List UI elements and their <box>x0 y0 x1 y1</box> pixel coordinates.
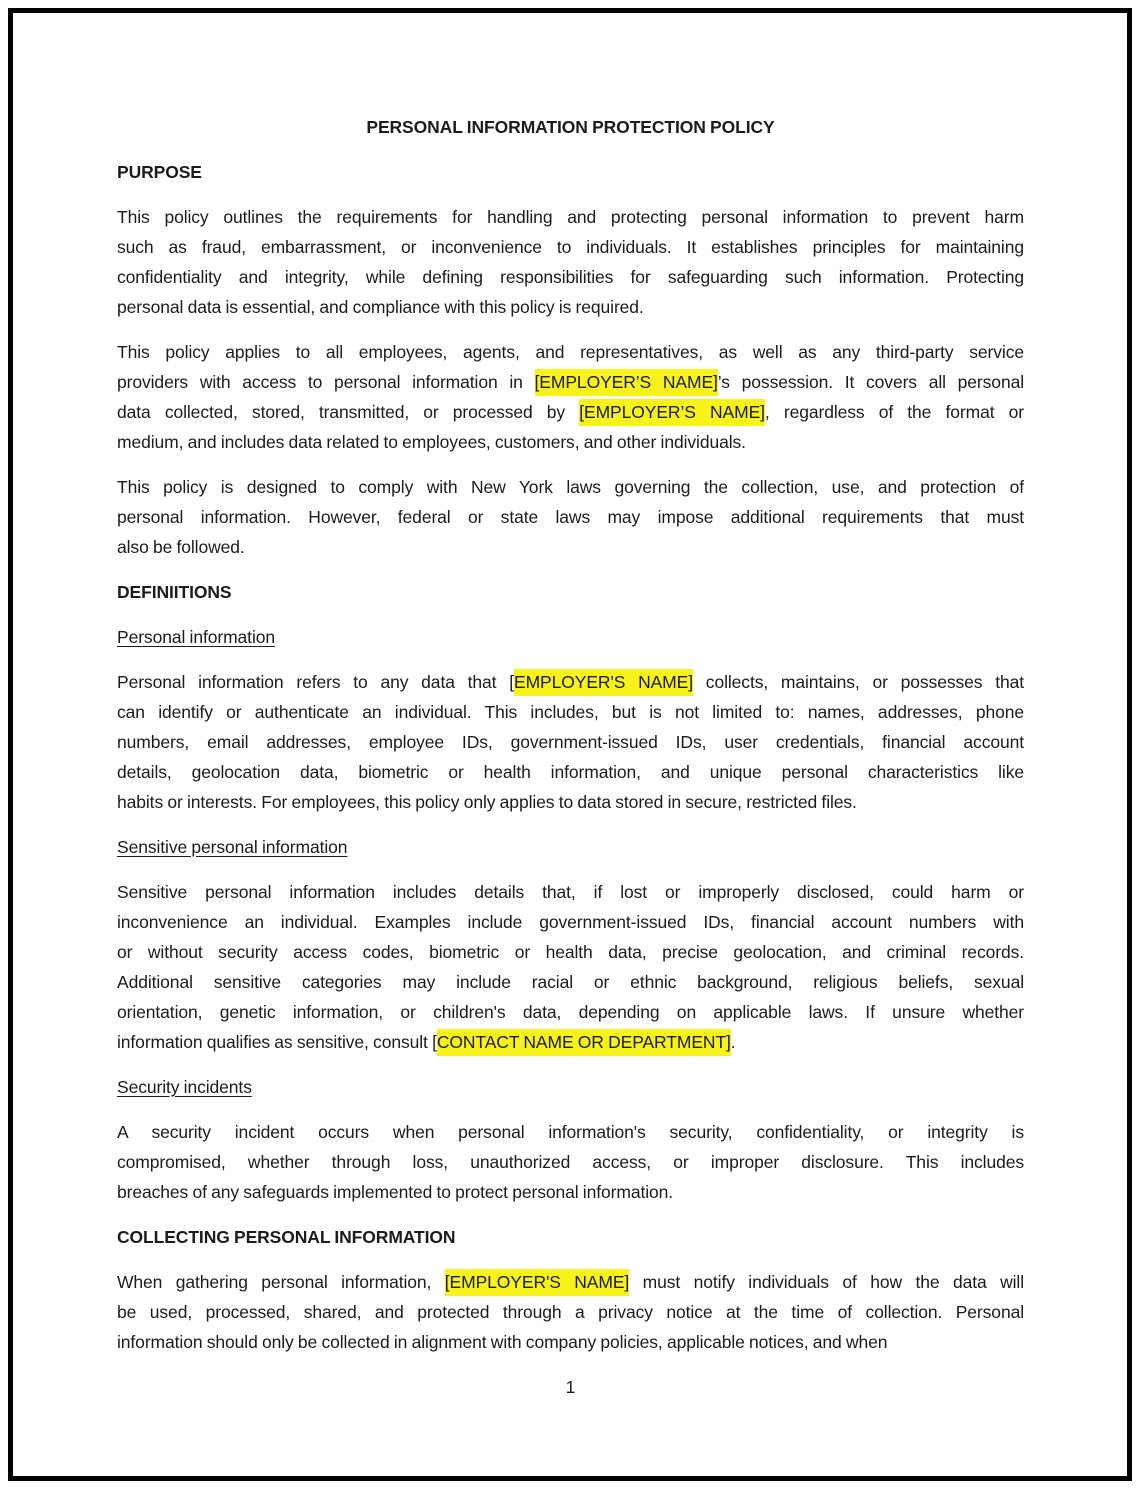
text-line: personal information. However, federal or state laws may impose additional requirements that must <box>117 507 1024 527</box>
text-line: Personal information refers to any data that [EMPLOYER'S NAME] collects, maintains, or possesses that <box>117 667 1024 697</box>
text-line: information qualifies as sensitive, consult [CONTACT NAME OR DEPARTMENT]. <box>117 1027 1024 1057</box>
text-line: breaches of any safeguards implemented to protect personal information. <box>117 1182 674 1202</box>
paragraph <box>117 1267 1024 1357</box>
section-heading: COLLECTING PERSONAL INFORMATION <box>117 1227 456 1247</box>
text-line: This policy outlines the requirements for handling and protecting personal information to prevent harm <box>117 207 1024 227</box>
paragraph <box>117 877 1024 1057</box>
highlight-placeholder: [EMPLOYER’S NAME] <box>579 399 765 426</box>
text-line: A security incident occurs when personal information's security, confidentiality, or integrity is <box>117 1122 1024 1142</box>
text-line: confidentiality and integrity, while defining responsibilities for safeguarding such information. Protecting <box>117 267 1024 287</box>
page-number: 1 <box>565 1377 576 1397</box>
text-line: personal data is essential, and compliance with this policy is required. <box>117 297 644 317</box>
text-line: This policy is designed to comply with New York laws governing the collection, use, and protection of <box>117 477 1024 497</box>
paragraph <box>117 667 1024 817</box>
text-line: be used, processed, shared, and protected through a privacy notice at the time of collection. Personal <box>117 1302 1024 1322</box>
text-line: compromised, whether through loss, unauthorized access, or improper disclosure. This includes <box>117 1152 1024 1172</box>
highlight-placeholder: CONTACT NAME OR DEPARTMENT] <box>437 1029 731 1056</box>
text-line: providers with access to personal information in [EMPLOYER’S NAME]’s possession. It covers all personal <box>117 367 1024 397</box>
paragraph <box>117 202 1024 322</box>
text-line: habits or interests. For employees, this policy only applies to data stored in secure, restricted files. <box>117 792 857 812</box>
text-line: When gathering personal information, [EMPLOYER'S NAME] must notify individuals of how the data will <box>117 1267 1024 1297</box>
text-line: Sensitive personal information includes details that, if lost or improperly disclosed, could harm or <box>117 882 1024 902</box>
paragraph <box>117 337 1024 457</box>
highlight-placeholder: EMPLOYER'S NAME] <box>514 669 693 696</box>
text-line: orientation, genetic information, or children's data, depending on applicable laws. If unsure whether <box>117 1002 1024 1022</box>
text-line: This policy applies to all employees, agents, and representatives, as well as any third-party service <box>117 342 1024 362</box>
highlight-placeholder: [EMPLOYER'S NAME] <box>445 1269 629 1296</box>
text-line: such as fraud, embarrassment, or inconvenience to individuals. It establishes principles for maintaining <box>117 237 1024 257</box>
text-line: Additional sensitive categories may include racial or ethnic background, religious beliefs, sexual <box>117 972 1024 992</box>
doc-title: PERSONAL INFORMATION PROTECTION POLICY <box>366 117 775 137</box>
text-line: data collected, stored, transmitted, or processed by [EMPLOYER’S NAME], regardless of the format or <box>117 397 1024 427</box>
text-line: numbers, email addresses, employee IDs, government-issued IDs, user credentials, financial account <box>117 732 1024 752</box>
text-line: inconvenience an individual. Examples include government-issued IDs, financial account numbers with <box>117 912 1024 932</box>
paragraph <box>117 1117 1024 1207</box>
paragraph <box>117 472 1024 562</box>
sub-heading: Sensitive personal information <box>117 837 348 857</box>
text-line: or without security access codes, biometric or health data, precise geolocation, and criminal records. <box>117 942 1024 962</box>
section-heading: DEFINIITIONS <box>117 582 232 602</box>
sub-heading: Security incidents <box>117 1077 252 1097</box>
highlight-placeholder: [EMPLOYER’S NAME] <box>535 369 718 396</box>
text-line: medium, and includes data related to employees, customers, and other individuals. <box>117 432 746 452</box>
text-line: information should only be collected in alignment with company policies, applicable notices, and when <box>117 1332 888 1352</box>
document-body <box>117 112 1024 1402</box>
text-line: details, geolocation data, biometric or health information, and unique personal characteristics like <box>117 762 1024 782</box>
text-line: also be followed. <box>117 537 245 557</box>
sub-heading: Personal information <box>117 627 275 647</box>
section-heading: PURPOSE <box>117 162 202 182</box>
text-line: can identify or authenticate an individual. This includes, but is not limited to: names, addresses, phone <box>117 702 1024 722</box>
